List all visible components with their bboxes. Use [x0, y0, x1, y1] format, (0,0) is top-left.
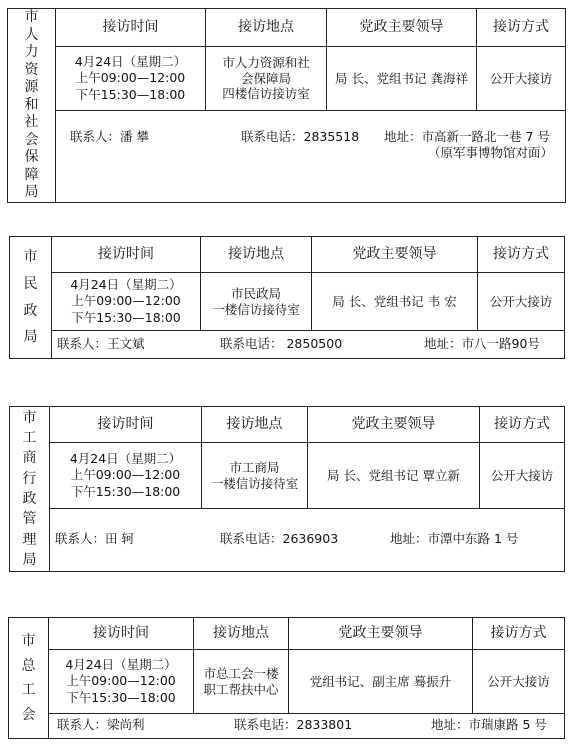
section-civil-affairs: [9, 236, 564, 359]
visit-method: 公开大接访: [480, 443, 565, 509]
header-place: 接访地点: [202, 407, 308, 443]
contact-person: 联系人：梁尚利: [57, 717, 145, 732]
header-method: 接访方式: [473, 618, 565, 650]
visit-date: 4月24日（星期二） 上午09:00—12:00 下午15:30—18:00: [56, 47, 206, 111]
contact-address: 地址：市八一路90号: [424, 336, 540, 351]
contact-phone: 联系电话：2835518: [241, 129, 360, 144]
visit-method: 公开大接访: [478, 273, 565, 331]
header-leader: 党政主要领导: [312, 237, 478, 273]
contact-address: 地址：市瑞康路 5 号: [431, 717, 547, 732]
contact-row: [50, 509, 565, 572]
org-name: 市 总 工 会: [9, 618, 49, 739]
leader-name: 局 长、党组书记 龚海祥: [327, 47, 477, 111]
visit-date: 4月24日（星期二） 上午09:00—12:00 下午15:30—18:00: [52, 273, 201, 331]
header-place: 接访地点: [206, 9, 327, 47]
visit-place: 市民政局 一楼信访接待室: [201, 273, 312, 331]
contact-phone: 联系电话： 2850500: [220, 336, 343, 351]
contact-person: 联系人：潘 攀: [70, 129, 149, 144]
header-method: 接访方式: [480, 407, 565, 443]
header-time: 接访时间: [56, 9, 206, 47]
visit-place: 市人力资源和社 会保障局 四楼信访接访室: [206, 47, 327, 111]
leader-name: 局 长、党组书记 覃立新: [308, 443, 480, 509]
contact-row: [49, 714, 565, 739]
visit-method: 公开大接访: [477, 47, 566, 111]
visit-date: 4月24日（星期二） 上午09:00—12:00 下午15:30—18:00: [50, 443, 202, 509]
header-method: 接访方式: [478, 237, 565, 273]
visit-place: 市工商局 一楼信访接待室: [202, 443, 308, 509]
org-name: 市 人 力 资 源 和 社 会 保 障 局: [8, 9, 56, 203]
header-place: 接访地点: [194, 618, 289, 650]
contact-person: 联系人：王文斌: [57, 336, 145, 351]
header-leader: 党政主要领导: [308, 407, 480, 443]
header-place: 接访地点: [201, 237, 312, 273]
contact-phone: 联系电话：2636903: [220, 531, 339, 546]
contact-address: 地址：市高新一路北一巷 7 号 （原军事博物馆对面）: [384, 129, 554, 160]
leader-name: 局 长、党组书记 韦 宏: [312, 273, 478, 331]
visit-date: 4月24日（星期二） 上午09:00—12:00 下午15:30—18:00: [49, 650, 194, 714]
contact-address: 地址：市潭中东路 1 号: [390, 531, 519, 546]
visit-method: 公开大接访: [473, 650, 565, 714]
section-trade-union: [8, 617, 564, 739]
contact-row: [52, 331, 565, 359]
section-industry-commerce: [9, 406, 564, 572]
header-leader: 党政主要领导: [327, 9, 477, 47]
visit-place: 市总工会一楼 职工帮扶中心: [194, 650, 289, 714]
org-name: 市 民 政 局: [10, 237, 52, 359]
header-method: 接访方式: [477, 9, 566, 47]
contact-person: 联系人：田 轲: [55, 531, 134, 546]
contact-phone: 联系电话：2833801: [234, 717, 353, 732]
org-name: 市 工 商 行 政 管 理 局: [10, 407, 50, 572]
section-hr-bureau: [7, 8, 565, 200]
header-leader: 党政主要领导: [289, 618, 473, 650]
header-time: 接访时间: [50, 407, 202, 443]
header-time: 接访时间: [52, 237, 201, 273]
contact-row: [56, 111, 566, 203]
header-time: 接访时间: [49, 618, 194, 650]
leader-name: 党组书记、副主席 蓦振升: [289, 650, 473, 714]
